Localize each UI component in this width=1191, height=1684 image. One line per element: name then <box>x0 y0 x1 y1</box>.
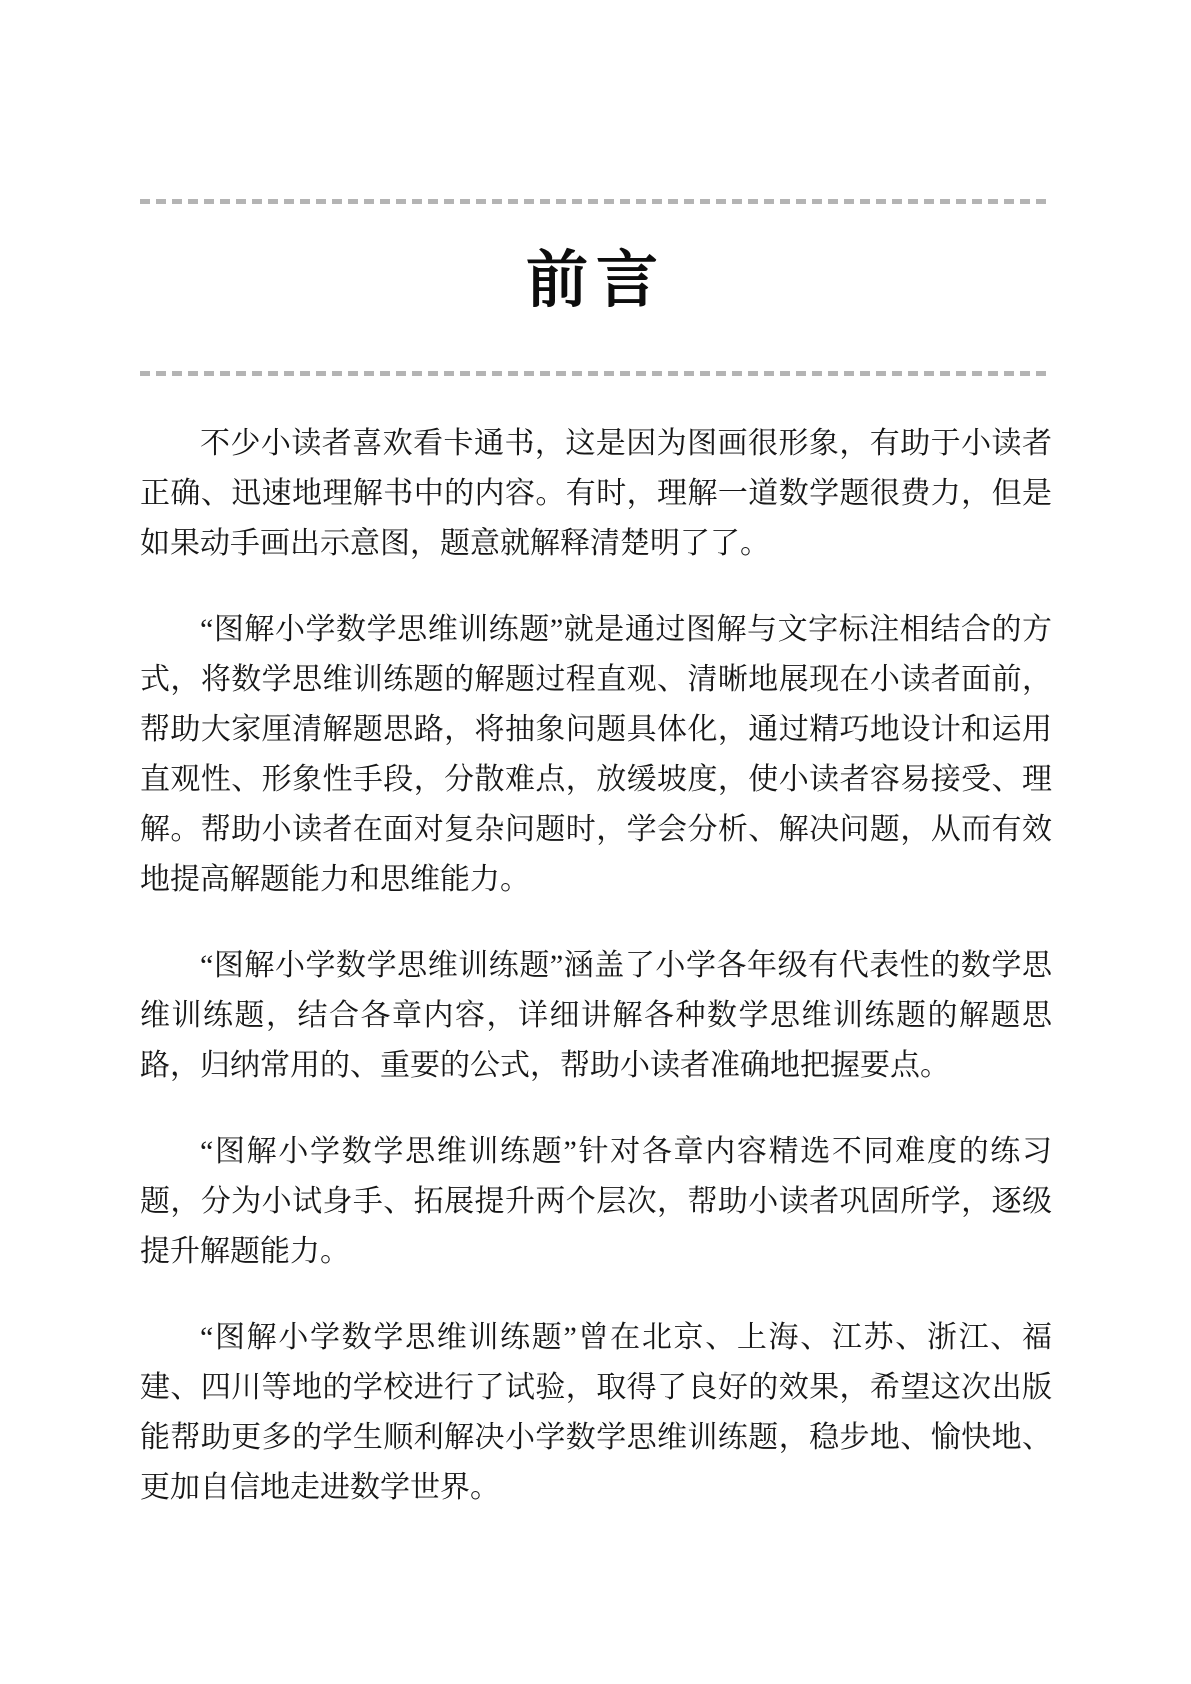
dashed-divider-top <box>140 199 1052 204</box>
paragraph-5: “图解小学数学思维训练题”曾在北京、上海、江苏、浙江、福建、四川等地的学校进行了试验，取得了良好的效果，希望这次出版能帮助更多的学生顺利解决小学数学思维训练题，稳步地、愉快地、更加自信地走进数学世界。 <box>140 1321 1052 1504</box>
paragraph-1: 不少小读者喜欢看卡通书，这是因为图画很形象，有助于小读者正确、迅速地理解书中的内容。有时，理解一道数学题很费力，但是如果动手画出示意图，题意就解释清楚明了了。 <box>140 427 1052 560</box>
preface-body <box>140 419 1052 1513</box>
dashed-divider-bottom <box>140 371 1052 376</box>
paragraph-4: “图解小学数学思维训练题”针对各章内容精选不同难度的练习题，分为小试身手、拓展提升两个层次，帮助小读者巩固所学，逐级提升解题能力。 <box>140 1135 1052 1268</box>
page-title: 前言 <box>525 247 666 315</box>
paragraph-2: “图解小学数学思维训练题”就是通过图解与文字标注相结合的方式，将数学思维训练题的解题过程直观、清晰地展现在小读者面前，帮助大家厘清解题思路，将抽象问题具体化，通过精巧地设计和运用直观性、形象性手段，分散难点，放缓坡度，使小读者容易接受、理解。帮助小读者在面对复杂问题时，学会分析、解决问题，从而有效地提高解题能力和思维能力。 <box>140 613 1052 896</box>
paragraph-3: “图解小学数学思维训练题”涵盖了小学各年级有代表性的数学思维训练题，结合各章内容，详细讲解各种数学思维训练题的解题思路，归纳常用的、重要的公式，帮助小读者准确地把握要点。 <box>140 949 1052 1082</box>
